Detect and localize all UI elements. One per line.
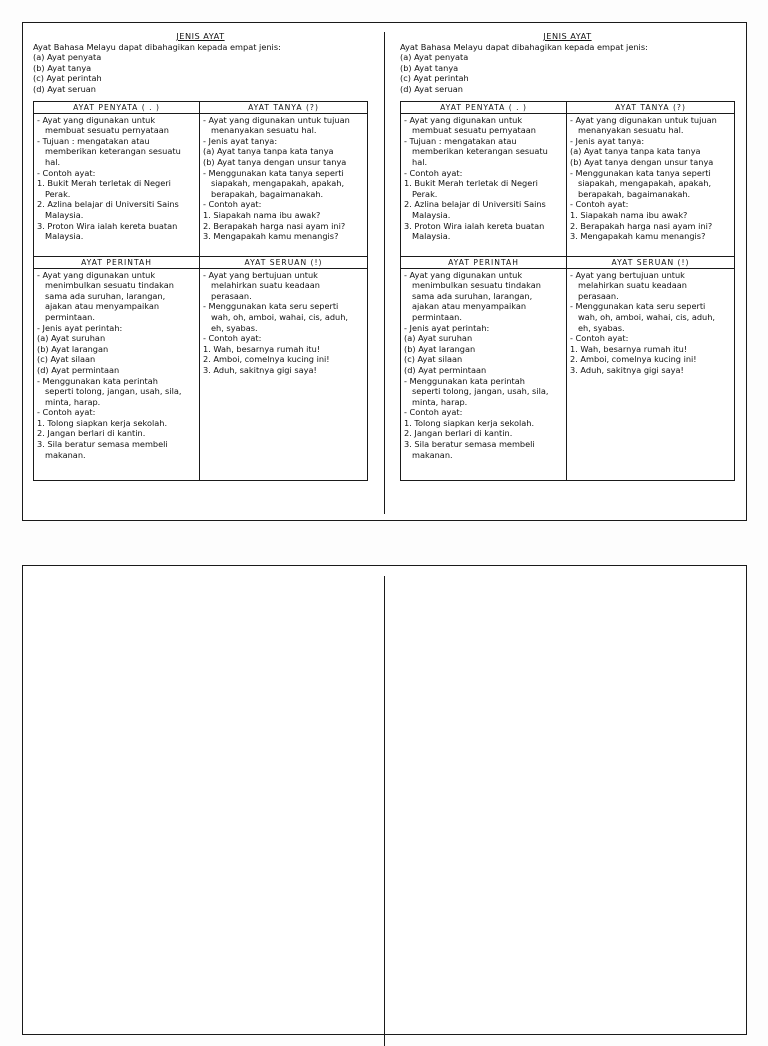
worksheet-page-top (22, 22, 747, 521)
cell-text-line: membuat sesuatu pernyataan (412, 125, 536, 136)
cell-text-line: (b) Ayat tanya dengan unsur tanya (570, 156, 714, 167)
cell-text-line: (a) Ayat suruhan (37, 333, 106, 344)
type-item: (b) Ayat tanya (400, 62, 459, 73)
cell-text-line: melahirkan suatu keadaan (578, 280, 687, 291)
cell-text-line: (c) Ayat silaan (404, 354, 463, 365)
cell-text-line: - Tujuan : mengatakan atau (37, 135, 150, 146)
type-item: (a) Ayat penyata (33, 52, 102, 63)
cell-text-line: (a) Ayat tanya tanpa kata tanya (203, 146, 334, 157)
cell-text-line: hal. (45, 156, 61, 167)
cell-text-line: perasaan. (578, 290, 619, 301)
cell-ayat-tanya (200, 102, 367, 256)
cell-text-line: sama ada suruhan, larangan, (45, 290, 166, 301)
cell-text-line: - Menggunakan kata tanya seperti (203, 167, 344, 178)
sentence-type-table (33, 101, 368, 481)
cell-text-line: menimbulkan sesuatu tindakan (45, 280, 174, 291)
cell-text-line: makanan. (412, 449, 453, 460)
cell-header: AYAT TANYA (?) (567, 102, 734, 114)
cell-text-line: 3. Mengapakah kamu menangis? (203, 231, 339, 242)
cell-text-line: Malaysia. (45, 231, 84, 242)
cell-text-line: - Ayat yang digunakan untuk tujuan (203, 114, 350, 125)
type-item: (c) Ayat perintah (400, 73, 469, 84)
cell-text-line: - Contoh ayat: (37, 407, 96, 418)
cell-text-line: (b) Ayat tanya dengan unsur tanya (203, 156, 347, 167)
cell-text-line: siapakah, mengapakah, apakah, (578, 178, 712, 189)
cell-text-line: permintaan. (412, 311, 462, 322)
cell-text-line: - Ayat yang bertujuan untuk (203, 269, 318, 280)
cell-ayat-perintah (401, 257, 567, 480)
cell-text-line: - Tujuan : mengatakan atau (404, 135, 517, 146)
cell-text-line: - Jenis ayat tanya: (203, 135, 278, 146)
cell-text-line: 3. Sila beratur semasa membeli (37, 439, 168, 450)
cell-text-line: sama ada suruhan, larangan, (412, 290, 533, 301)
cell-text-line: (c) Ayat silaan (37, 354, 96, 365)
cell-text-line: Malaysia. (45, 209, 84, 220)
cell-text-line: (b) Ayat larangan (37, 343, 109, 354)
sentence-type-table (400, 101, 735, 481)
cell-text-line: (a) Ayat tanya tanpa kata tanya (570, 146, 701, 157)
cell-text-line: - Menggunakan kata perintah (404, 375, 525, 386)
cell-text-line: ajakan atau menyampaikan (45, 301, 160, 312)
cell-ayat-seruan (200, 257, 367, 480)
cell-ayat-seruan (567, 257, 734, 480)
cell-text-line: 2. Berapakah harga nasi ayam ini? (570, 220, 713, 231)
cell-text-line: 3. Mengapakah kamu menangis? (570, 231, 706, 242)
cell-text-line: (d) Ayat permintaan (404, 364, 487, 375)
cell-text-line: Malaysia. (412, 209, 451, 220)
cell-header: AYAT SERUAN (!) (200, 257, 367, 269)
worksheet-page-bottom (22, 565, 747, 1035)
cell-text-line: - Contoh ayat: (203, 199, 262, 210)
cell-header: AYAT SERUAN (!) (567, 257, 734, 269)
type-item: (d) Ayat seruan (400, 83, 463, 94)
cell-header: AYAT PENYATA ( . ) (34, 102, 199, 114)
cell-text-line: (a) Ayat suruhan (404, 333, 473, 344)
cell-text-line: 3. Aduh, sakitnya gigi saya! (203, 364, 317, 375)
cell-text-line: - Contoh ayat: (570, 333, 629, 344)
cell-text-line: Perak. (412, 188, 438, 199)
cell-text-line: menanyakan sesuatu hal. (578, 125, 684, 136)
cell-text-line: wah, oh, amboi, wahai, cis, aduh, (578, 311, 716, 322)
cell-text-line: 1. Siapakah nama ibu awak? (570, 209, 688, 220)
cell-text-line: - Jenis ayat perintah: (37, 322, 123, 333)
cell-text-line: berapakah, bagaimanakah. (578, 188, 691, 199)
cell-text-line: eh, syabas. (578, 322, 625, 333)
fold-line (384, 576, 385, 1046)
cell-text-line: (b) Ayat larangan (404, 343, 476, 354)
cell-text-line: 2. Azlina belajar di Universiti Sains (404, 199, 546, 210)
cell-text-line: 1. Wah, besarnya rumah itu! (570, 343, 688, 354)
cell-text-line: - Jenis ayat perintah: (404, 322, 490, 333)
cell-text-line: seperti tolong, jangan, usah, sila, (412, 386, 549, 397)
cell-text-line: (d) Ayat permintaan (37, 364, 120, 375)
panel-right (400, 31, 735, 481)
table-row (34, 102, 367, 257)
cell-text-line: - Menggunakan kata seru seperti (570, 301, 706, 312)
cell-text-line: 1. Siapakah nama ibu awak? (203, 209, 321, 220)
cell-text-line: membuat sesuatu pernyataan (45, 125, 169, 136)
document-title: JENIS AYAT (543, 31, 592, 41)
cell-text-line: minta, harap. (412, 396, 468, 407)
intro-text: Ayat Bahasa Melayu dapat dibahagikan kepada empat jenis: (400, 41, 648, 52)
cell-text-line: 1. Bukit Merah terletak di Negeri (404, 178, 538, 189)
cell-text-line: 1. Tolong siapkan kerja sekolah. (404, 417, 535, 428)
cell-text-line: melahirkan suatu keadaan (211, 280, 320, 291)
cell-text-line: - Ayat yang digunakan untuk (37, 269, 156, 280)
cell-text-line: - Ayat yang bertujuan untuk (570, 269, 685, 280)
cell-text-line: makanan. (45, 449, 86, 460)
cell-text-line: - Menggunakan kata tanya seperti (570, 167, 711, 178)
cell-text-line: - Contoh ayat: (404, 167, 463, 178)
cell-ayat-penyata (401, 102, 567, 256)
cell-text-line: minta, harap. (45, 396, 101, 407)
type-item: (d) Ayat seruan (33, 83, 96, 94)
cell-text-line: wah, oh, amboi, wahai, cis, aduh, (211, 311, 349, 322)
cell-text-line: 2. Jangan berlari di kantin. (404, 428, 513, 439)
cell-text-line: 1. Tolong siapkan kerja sekolah. (37, 417, 168, 428)
fold-line (384, 32, 385, 514)
intro-text: Ayat Bahasa Melayu dapat dibahagikan kepada empat jenis: (33, 41, 281, 52)
cell-text-line: 1. Bukit Merah terletak di Negeri (37, 178, 171, 189)
cell-text-line: - Jenis ayat tanya: (570, 135, 645, 146)
table-row (401, 257, 734, 480)
table-row (34, 257, 367, 480)
cell-text-line: - Contoh ayat: (570, 199, 629, 210)
cell-text-line: eh, syabas. (211, 322, 258, 333)
cell-text-line: - Menggunakan kata seru seperti (203, 301, 339, 312)
cell-text-line: hal. (412, 156, 428, 167)
cell-text-line: - Ayat yang digunakan untuk tujuan (570, 114, 717, 125)
cell-text-line: - Menggunakan kata perintah (37, 375, 158, 386)
cell-header: AYAT PERINTAH (401, 257, 566, 269)
cell-text-line: Malaysia. (412, 231, 451, 242)
document-title: JENIS AYAT (176, 31, 225, 41)
intro-block (400, 42, 735, 95)
type-item: (b) Ayat tanya (33, 62, 92, 73)
cell-text-line: 2. Amboi, comelnya kucing ini! (203, 354, 330, 365)
cell-text-line: menimbulkan sesuatu tindakan (412, 280, 541, 291)
cell-text-line: - Ayat yang digunakan untuk (37, 114, 156, 125)
cell-ayat-perintah (34, 257, 200, 480)
cell-text-line: permintaan. (45, 311, 95, 322)
type-item: (c) Ayat perintah (33, 73, 102, 84)
cell-text-line: - Ayat yang digunakan untuk (404, 114, 523, 125)
cell-text-line: - Ayat yang digunakan untuk (404, 269, 523, 280)
cell-text-line: - Contoh ayat: (203, 333, 262, 344)
cell-text-line: 3. Proton Wira ialah kereta buatan (37, 220, 178, 231)
table-row (401, 102, 734, 257)
type-item: (a) Ayat penyata (400, 52, 469, 63)
cell-text-line: 2. Berapakah harga nasi ayam ini? (203, 220, 346, 231)
cell-text-line: - Contoh ayat: (404, 407, 463, 418)
cell-text-line: memberikan keterangan sesuatu (45, 146, 181, 157)
cell-ayat-penyata (34, 102, 200, 256)
cell-header: AYAT PENYATA ( . ) (401, 102, 566, 114)
cell-text-line: ajakan atau menyampaikan (412, 301, 527, 312)
cell-header: AYAT PERINTAH (34, 257, 199, 269)
cell-text-line: 2. Azlina belajar di Universiti Sains (37, 199, 179, 210)
cell-text-line: berapakah, bagaimanakah. (211, 188, 324, 199)
cell-text-line: siapakah, mengapakah, apakah, (211, 178, 345, 189)
cell-text-line: - Contoh ayat: (37, 167, 96, 178)
cell-text-line: Perak. (45, 188, 71, 199)
cell-ayat-tanya (567, 102, 734, 256)
cell-text-line: menanyakan sesuatu hal. (211, 125, 317, 136)
cell-text-line: seperti tolong, jangan, usah, sila, (45, 386, 182, 397)
cell-text-line: 3. Sila beratur semasa membeli (404, 439, 535, 450)
cell-text-line: 2. Amboi, comelnya kucing ini! (570, 354, 697, 365)
cell-header: AYAT TANYA (?) (200, 102, 367, 114)
cell-text-line: 2. Jangan berlari di kantin. (37, 428, 146, 439)
cell-text-line: 3. Aduh, sakitnya gigi saya! (570, 364, 684, 375)
cell-text-line: memberikan keterangan sesuatu (412, 146, 548, 157)
intro-block (33, 42, 368, 95)
cell-text-line: perasaan. (211, 290, 252, 301)
cell-text-line: 1. Wah, besarnya rumah itu! (203, 343, 321, 354)
panel-left (33, 31, 368, 481)
cell-text-line: 3. Proton Wira ialah kereta buatan (404, 220, 545, 231)
